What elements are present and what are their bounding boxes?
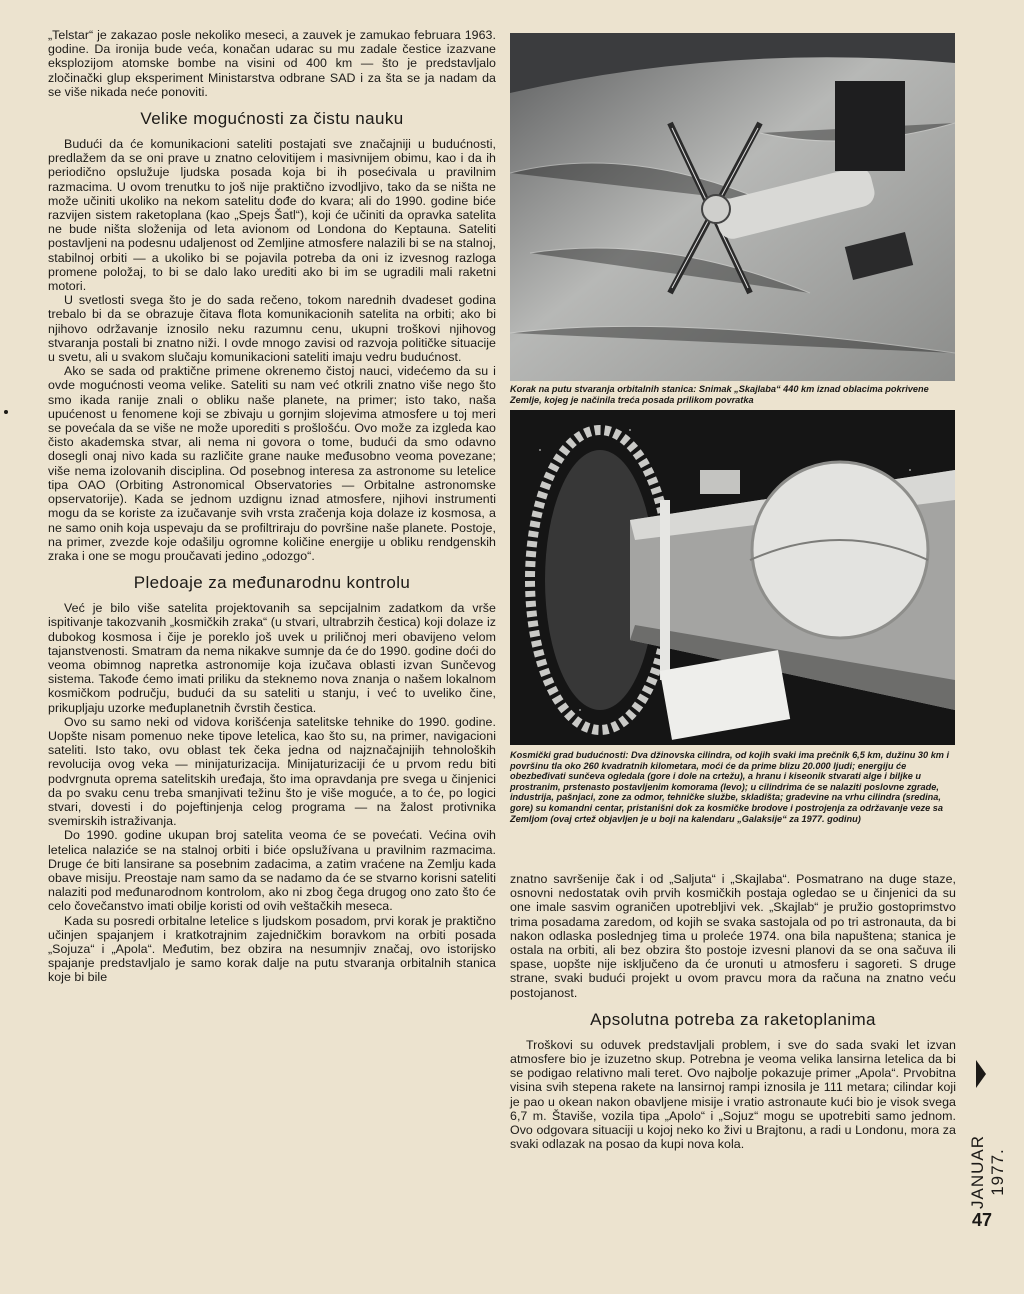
intro-paragraph: „Telstar“ je zakazao posle nekoliko meseci, a zauvek je zamukao februara 1963. godine. Da ironija bude veća, konačan udarac su mu zadale čestice izazvane eksplozijom atomske bombe na visini od 400 km — što je predstavljalo zločinački glup eksperiment Ministarstva odbrane SAD i za šta se ja nadam da se više nikada neće ponoviti. [48,28,496,99]
paragraph: Kada su posredi orbitalne letelice s ljudskom posadom, prvi korak je praktično učinjen spajanjem i kratkotrajnim zajedničkim boravkom na orbiti posada „Sojuza“ i „Apola“. Međutim, bez obzira na nesumnjiv značaj, ovo istorijsko spajanje predstavljalo je samo korak dalje na putu stvaranja orbitalnih stanica koje bi bile [48,913,496,985]
paragraph: znatno savršenije čak i od „Saljuta“ i „Skajlaba“. Posmatrano na duge staze, osnovni nedostatak ovih prvih kosmičkih postaja ogledao se u činjenici da su one imale sasvim ograničen upotrebljivi vek. „Skajlab“ je pružio gostoprimstvo trima posadama zaredom, od kojih se svaka sastojala od po tri astronauta, da bi nakon odlaska poslednjeg tima u proleće 1974. ona bila napuštena; stanica je ostala na orbiti, ali bez obzira što postoje izvesni planovi da se ona sačuva ili spase, uopšte nije isključeno da će uronuti u atmosferu i sagoreti. S druge strane, svaki budući projekt u ovom pravcu mora da računa na znatno veću postojanost. [510,872,956,1000]
paragraph: Troškovi su oduvek predstavljali problem, i sve do sada svaki let izvan atmosfere bio je izuzetno skup. Potrebna je veoma velika lansirna letelica da bi se podigao relativno mali teret. Ovo najbolje pokazuje primer „Apola“. Prvobitna visina svih stepena rakete na lansirnoj rampi iznosila je 111 metara; cilindar koji je pao u okean nakon obavljene misije i vratio astronaute kući bio je visok svega 6,7 m. Štaviše, vozila tipa „Apolo“ i „Sojuz“ mogu se upotrebiti samo jednom. Ovo odgovara situaciji u kojoj neko ko živi u Brajtonu, a radi u Londonu, mora za svaki odlazak na posao da kupi nova kola. [510,1037,956,1152]
photo-caption: Kosmički grad budućnosti: Dva džinovska cilindra, od kojih svaki ima prečnik 6,5 km, dužinu 30 km i površinu tla oko 260 kvadratnih kilometara, moći će da prime blizu 20.000 ljudi; energiju će obezbeđivati sunčeva ogledala (gore i dole na crtežu), a hranu i kiseonik stvarati alge i biljke u prostranim, prstenasto postavljenim komorama (levo); u cilindrima će se nalaziti poslovne zgrade, industrija, pašnjaci, zone za odmor, tehničke službe, skladišta; gradevine na vrhu cilindra (sredina, gore) su komandni centar, pristanišni dok za kosmičke brodove i postrojenja za održavanje veze sa Zemljom (ovaj crtež objavljen je u boji na kalendaru „Galaksije“ za 1977. godinu) [510,750,950,824]
paragraph: Budući da će komunikacioni sateliti postajati sve značajniji u budućnosti, predlažem da se oni prave u znatno celovitijem i masivnijem obimu, kao i da ih periodično opslužuje ljudska posada koja bi ih posećivala u pravilnim razmacima. U ovom trenutku to još nije praktično izvodljivo, tako da se ništa ne može učiniti ukoliko na nekom satelitu dođe do kvara; ali do 1990. godine biće razvijen sistem raketoplana (kao „Spejs Šatl“), koji će učiniti da opravka satelita ne bude ništa složenija od leta avionom od Londona do Keptauna. Sateliti postavljeni na podesnu udaljenost od Zemljine atmosfere nalazili bi se na stalnoj, stabilnoj orbiti — a ukoliko bi se pojavila potreba da oni iz izvesnog razloga promene položaj, to bi se dalo lako urediti ako bi im se ugradili mali raketni motori. [48,137,496,294]
section-heading-science: Velike mogućnosti za čistu nauku [140,109,404,129]
issue-date: JANUAR 1977. [968,1135,1007,1210]
paragraph: U svetlosti svega što je do sada rečeno, tokom narednih dvadeset godina trebalo bi da se obrazuje čitava flota komunikacionih satelita na orbiti; ako bi njihovo održavanje iznosilo neku razumnu cenu, ukupni troškovi njihovog stvaranja postali bi znatno niži. I ovde mnogo zavisi od razvoja političke situacije u svetu, ali u svakom slučaju komunikacioni sateliti imaju vedru budućnost. [48,293,496,365]
paragraph: Do 1990. godine ukupan broj satelita veoma će se povećati. Većina ovih letelica nalaziće se na stalnoj orbiti i biće opslužívana u pravilnim razmacima. Druge će biti lansirane sa posebnim zadacima, a zatim vraćene na Zemlju kada obave misiju. Preostaje nam samo da se nadamo da će se stvarno korisni sateliti nalaziti pod međunarodnom kontrolom, ako ni zbog čega drugog ono zato što će celo čovečanstvo imati obilje koristi od ovih veštačkih meseca. [48,828,496,914]
space-colony-illustration [510,410,955,745]
left-column [48,28,496,985]
photo-caption: Korak na putu stvaranja orbitalnih stanica: Snimak „Skajlaba“ 440 km iznad oblacima pokrivene Zemlje, kojeg je načinila treća posada prilikom povratka [510,384,929,405]
next-page-arrow-icon [976,1060,986,1088]
skylab-photo [510,33,955,381]
page-sidebar [962,1060,1007,1240]
space-colony-image [510,410,955,745]
skylab-image [510,33,955,381]
page-number: 47 [972,1210,993,1230]
section-heading-control: Pledoaje za međunarodnu kontrolu [133,573,411,593]
paragraph: Već je bilo više satelita projektovanih sa sepcijalnim zadatkom da vrše ispitivanje takozvanih „kosmičkih zraka“ (u stvari, ultrabrzih čestica) koji dolaze iz dubokog kosmosa i čije je poreklo još uvek u priličnoj meri obavijeno velom tajanstvenosti. Smatram da nema nikakve sumnje da će do 1990. godine doći do veoma obimnog napretka astronomije koja izučava oblasti izvan Sunčevog sistema. Takođe ćemo imati priliku da steknemo nova znanja o našem lokalnom kosmičkom području, budući da su sateliti u stanju, i već to uveliko čine, prikupljaju uzorke međuplanetnih čvrstih čestica. [48,601,496,715]
right-column [510,872,956,1151]
margin-mark [4,410,8,414]
section-heading-shuttle: Apsolutna potreba za raketoplanima [590,1009,876,1029]
paragraph: Ako se sada od praktične primene okrenemo čistoj nauci, videćemo da su i ovde mogućnosti veoma velike. Sateliti su nam već otkrili znatno više nego što smo ikada ranije znali o obliku naše planete, na primer; isto tako, naša upućenost u fenomene koji se zbivaju u gornjim slojevima atmosfere u toj meri se povećala da se više ne može uporediti s prošlošću. Ovo može za izgleda kao čisto akademska stvar, ali nema ni govora o tome, budući da smo odavno dosegli onaj nivo kada su različite grane nauke međusobno veoma povezane; više nema izolovanih disciplina. Od posebnog interesa za astronome su letelice tipa OAO (Orbiting Astronomical Observatories — Orbitalne astronomske opservatorije). Kada se jednom uzdignu iznad atmosfere, njihovi instrumenti mogu da se koriste za izučavanje svih vrsta zračenja koja dolaze iz kosmosa, a ne samo onih koja uspevaju da se profiltriraju do površine naše planete. Postoje, na primer, zvezde koje odašilju ogromne količine energije u obliku rendgenskih zraka i one se mogu proučavati jedino „odozgo“. [48,364,496,563]
paragraph: Ovo su samo neki od vidova korišćenja satelitske tehnike do 1990. godine. Uopšte nisam pomenuo neke tipove letelica, kao što su, na primer, navigacioni sateliti. Isto tako, ovu oblast tek čeka jedna od najznačajnijih tehnoloških revolucija ovog veka — minijaturizacija. Minijaturizaciji će u prvom redu biti podvrgnuta oprema satelitskih uređaja, što ima opravdanja pre svega u činjenici da po svaku cenu treba smanjivati težinu što je više moguće, a to će, po logici stvari, dovesti i do pojeftinjenja celog programa — na žalost protivnika svemirskih istraživanja. [48,714,496,829]
